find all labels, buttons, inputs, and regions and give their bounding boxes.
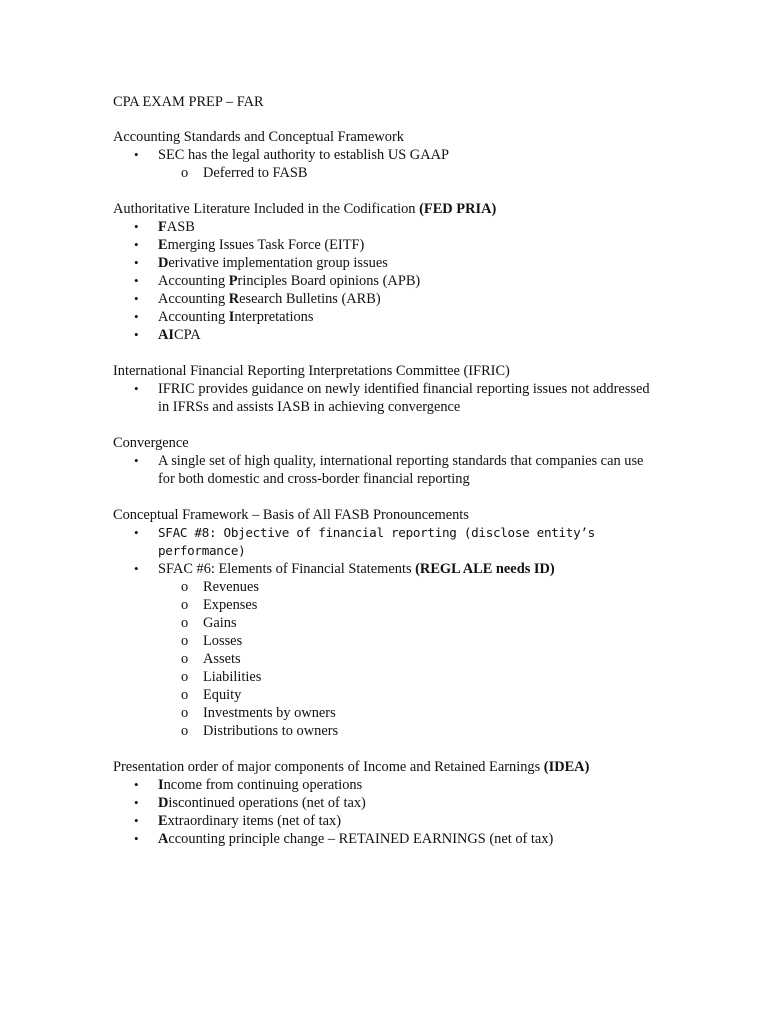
sub-item-text: Liabilities [203, 669, 262, 685]
sub-bullet-icon: o [181, 669, 189, 685]
bullet-list [113, 776, 653, 848]
item-text: iscontinued operations (net of tax) [168, 795, 366, 811]
sub-item-text: Losses [203, 633, 243, 649]
section-heading [113, 128, 653, 146]
section-heading [113, 758, 653, 776]
sub-bullet-icon: o [181, 651, 189, 667]
section-heading [113, 434, 653, 452]
document-title: CPA EXAM PREP – FAR [113, 94, 264, 110]
sub-list-item [113, 650, 653, 668]
sub-list-item [113, 686, 653, 704]
item-text: rinciples Board opinions (APB) [237, 273, 421, 289]
sub-item-text: Assets [203, 651, 241, 667]
sub-list-item [113, 704, 653, 722]
bullet-list [113, 218, 653, 344]
heading-text: International Financial Reporting Interpretations Committee (IFRIC) [113, 363, 510, 379]
sub-list-item [113, 614, 653, 632]
list-item [113, 830, 653, 848]
section-conceptual-framework [113, 506, 653, 740]
sub-bullet-icon: o [181, 615, 189, 631]
list-item [113, 146, 653, 182]
list-item [113, 254, 653, 272]
item-text: nterpretations [234, 309, 314, 325]
sub-item-text: Distributions to owners [203, 723, 339, 739]
heading-mnemonic: (FED PRIA) [419, 201, 497, 217]
section-standards [113, 128, 653, 182]
item-text: A single set of high quality, international reporting standards that companies can use for both domestic and cross-border financial reporting [158, 453, 644, 487]
section-heading [113, 506, 653, 524]
section-heading [113, 200, 653, 218]
sub-list [158, 578, 653, 740]
bullet-icon: • [134, 777, 139, 792]
sub-bullet-icon: o [181, 597, 189, 613]
bullet-icon: • [134, 291, 139, 306]
section-heading [113, 362, 653, 380]
sub-list-item [113, 164, 653, 182]
item-text: ASB [166, 219, 195, 235]
document-page [113, 93, 653, 866]
bullet-list [113, 380, 653, 416]
item-mnemonic-letter: I [158, 777, 164, 793]
item-prefix: Accounting [158, 291, 229, 307]
list-item [113, 776, 653, 794]
sub-list-item [113, 578, 653, 596]
list-item [113, 452, 653, 488]
item-text: CPA [174, 327, 201, 343]
item-mnemonic-letter: P [228, 273, 238, 289]
section-convergence [113, 434, 653, 488]
sub-item-text: Gains [203, 615, 237, 631]
item-text: esearch Bulletins (ARB) [239, 291, 381, 307]
sub-list-item [113, 632, 653, 650]
item-prefix: Accounting [158, 273, 229, 289]
sub-item-text: Expenses [203, 597, 258, 613]
heading-text: Accounting Standards and Conceptual Framework [113, 129, 404, 145]
sub-item-text: Investments by owners [203, 705, 336, 721]
list-item [113, 326, 653, 344]
sub-item-text: Equity [203, 687, 242, 703]
list-item [113, 380, 653, 416]
sub-bullet-icon: o [181, 705, 189, 721]
bullet-icon: • [134, 381, 139, 396]
list-item [113, 218, 653, 236]
item-text: ncome from continuing operations [163, 777, 363, 793]
bullet-icon: • [134, 255, 139, 270]
heading-text: Conceptual Framework – Basis of All FASB Pronouncements [113, 507, 469, 523]
heading-text: Presentation order of major components of Income and Retained Earnings [113, 759, 544, 775]
list-item [113, 812, 653, 830]
bullet-icon: • [134, 147, 139, 162]
item-mnemonic-letter: R [228, 291, 240, 307]
item-mnemonic-letter: AI [158, 327, 174, 343]
item-text: erivative implementation group issues [168, 255, 388, 271]
sub-list-item [113, 668, 653, 686]
item-mnemonic-letter: I [228, 309, 235, 325]
item-text: SFAC #6: Elements of Financial Statements [158, 561, 416, 577]
list-item [113, 272, 653, 290]
item-text: ccounting principle change – RETAINED EARNINGS (net of tax) [168, 831, 554, 847]
section-ifric [113, 362, 653, 416]
sub-bullet-icon: o [181, 633, 189, 649]
bullet-list [113, 524, 653, 740]
list-item [113, 236, 653, 254]
item-mnemonic-letter: D [158, 255, 169, 271]
bullet-list [113, 452, 653, 488]
item-mnemonic: (REGL ALE needs ID) [415, 561, 555, 577]
item-mnemonic-letter: F [158, 219, 167, 235]
sub-list-item [113, 596, 653, 614]
item-text: xtraordinary items (net of tax) [167, 813, 342, 829]
item-mnemonic-letter: A [158, 831, 169, 847]
item-mnemonic-letter: E [158, 813, 168, 829]
heading-text: Authoritative Literature Included in the Codification [113, 201, 420, 217]
bullet-icon: • [134, 273, 139, 288]
bullet-list [113, 146, 653, 182]
sub-bullet-icon: o [181, 687, 189, 703]
bullet-icon: • [134, 327, 139, 342]
bullet-icon: • [134, 813, 139, 828]
item-text: SFAC #8: Objective of financial reporting (disclose entity’s performance) [158, 525, 595, 558]
list-item [113, 560, 653, 740]
sub-item-text: Revenues [203, 579, 259, 595]
list-item [113, 524, 653, 560]
list-item [113, 290, 653, 308]
sub-bullet-icon: o [181, 579, 189, 595]
bullet-icon: • [134, 795, 139, 810]
heading-mnemonic: (IDEA) [543, 759, 590, 775]
bullet-icon: • [134, 831, 139, 846]
item-mnemonic-letter: D [158, 795, 169, 811]
heading-text: Convergence [113, 435, 189, 451]
item-text: merging Issues Task Force (EITF) [167, 237, 365, 253]
bullet-icon: • [134, 561, 139, 576]
item-prefix: Accounting [158, 309, 229, 325]
sub-item-text: Deferred to FASB [203, 165, 308, 181]
list-item [113, 794, 653, 812]
sub-list-item [113, 722, 653, 740]
bullet-icon: • [134, 453, 139, 468]
bullet-icon: • [134, 237, 139, 252]
bullet-icon: • [134, 525, 139, 540]
sub-list [158, 164, 653, 182]
sub-bullet-icon: o [181, 723, 189, 739]
section-authoritative-literature [113, 200, 653, 344]
item-text: SEC has the legal authority to establish US GAAP [158, 147, 449, 163]
item-text: IFRIC provides guidance on newly identified financial reporting issues not addressed in IFRSs and assists IASB in achieving convergence [158, 381, 650, 415]
section-presentation-order [113, 758, 653, 848]
item-mnemonic-letter: E [158, 237, 168, 253]
sub-bullet-icon: o [181, 165, 189, 181]
bullet-icon: • [134, 219, 139, 234]
list-item [113, 308, 653, 326]
bullet-icon: • [134, 309, 139, 324]
